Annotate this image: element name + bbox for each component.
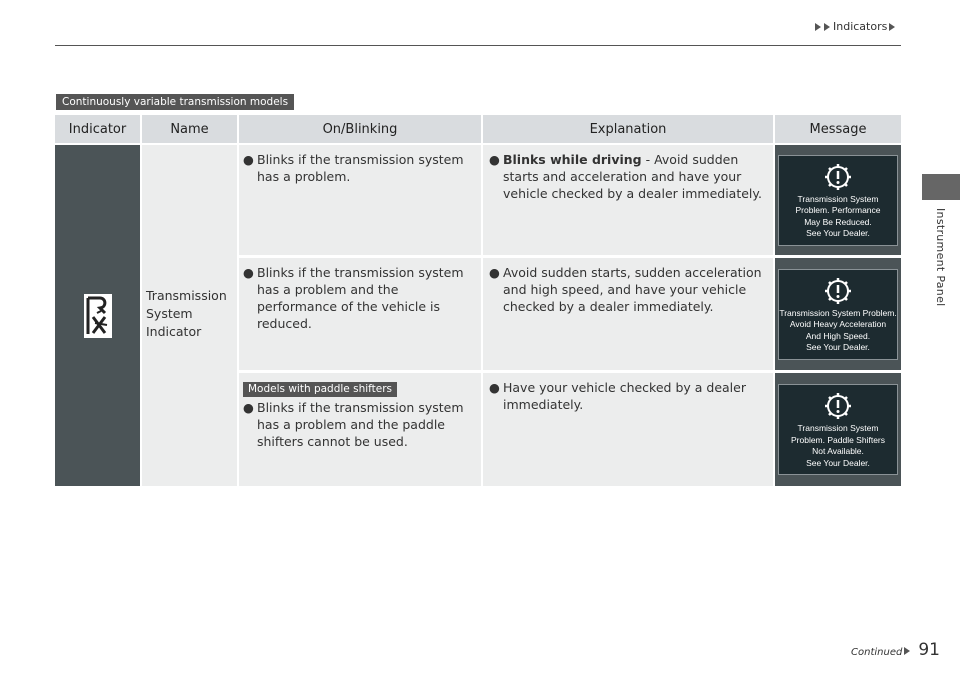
explanation-bold: Blinks while driving bbox=[503, 152, 642, 167]
table-row bbox=[239, 373, 901, 486]
message-line: Problem. Performance bbox=[795, 205, 881, 215]
on-blinking-cell bbox=[239, 145, 481, 255]
message-cell bbox=[775, 258, 901, 370]
message-line: See Your Dealer. bbox=[806, 457, 870, 468]
message-line: Transmission System Problem. bbox=[779, 307, 897, 318]
bullet: ● bbox=[489, 152, 500, 167]
name-cell bbox=[142, 145, 237, 486]
table-body bbox=[55, 145, 901, 486]
table-row bbox=[239, 145, 901, 255]
message-cell bbox=[775, 145, 901, 255]
message-line: Not Available. bbox=[812, 446, 864, 456]
bullet: ● bbox=[243, 400, 254, 415]
breadcrumb-arrow-icon bbox=[815, 23, 821, 31]
warning-gear-icon bbox=[823, 162, 853, 192]
breadcrumb-label[interactable]: Indicators bbox=[833, 20, 888, 33]
col-header-indicator: Indicator bbox=[55, 115, 142, 143]
bullet: ● bbox=[489, 265, 500, 280]
breadcrumb bbox=[815, 20, 896, 33]
explanation-text: Have your vehicle checked by a dealer immediately. bbox=[503, 380, 746, 412]
warning-gear-icon bbox=[823, 391, 853, 421]
transmission-system-warning-icon bbox=[83, 293, 113, 339]
explanation-text: Avoid sudden starts, sudden acceleration and high speed, and have your vehicle checked by a dealer immediately. bbox=[503, 265, 762, 314]
page-number: 91 bbox=[918, 640, 940, 660]
name-line: Transmission bbox=[146, 288, 227, 303]
section-label: Instrument Panel bbox=[934, 208, 947, 307]
on-blinking-text: Blinks if the transmission system has a problem and the paddle shifters cannot be used. bbox=[257, 400, 464, 449]
on-blinking-cell bbox=[239, 373, 481, 486]
continued-label: Continued bbox=[851, 647, 903, 658]
explanation-cell bbox=[483, 373, 773, 486]
message-screen bbox=[778, 384, 898, 475]
message-screen bbox=[778, 269, 898, 360]
indicator-table bbox=[55, 115, 901, 468]
col-header-on-blinking: On/Blinking bbox=[239, 115, 483, 143]
on-blinking-text: Blinks if the transmission system has a problem and the performance of the vehicle is reduced. bbox=[257, 265, 464, 331]
on-blinking-text: Blinks if the transmission system has a problem. bbox=[257, 152, 464, 184]
table-header bbox=[55, 115, 901, 143]
message-line: And High Speed. bbox=[805, 330, 871, 341]
name-line: Indicator bbox=[146, 324, 202, 339]
bullet: ● bbox=[243, 265, 254, 280]
message-line: Problem. Paddle Shifters bbox=[790, 434, 886, 445]
indicator-cell bbox=[55, 145, 140, 486]
explanation-text: - Avoid sudden starts and acceleration and have your vehicle checked by a dealer immediately. bbox=[503, 152, 762, 201]
bullet: ● bbox=[243, 152, 254, 167]
name-line: System bbox=[146, 306, 193, 321]
col-header-explanation: Explanation bbox=[483, 115, 775, 143]
message-line: Avoid Heavy Acceleration bbox=[789, 319, 887, 329]
message-line: See Your Dealer. bbox=[806, 342, 870, 352]
cvt-models-tag: Continuously variable transmission models bbox=[56, 94, 294, 110]
message-line: See Your Dealer. bbox=[806, 228, 870, 238]
message-screen bbox=[778, 155, 898, 246]
table-row bbox=[239, 258, 901, 370]
section-tab bbox=[922, 174, 960, 200]
message-line: May Be Reduced. bbox=[804, 216, 872, 227]
breadcrumb-arrow-icon bbox=[889, 23, 895, 31]
paddle-shifter-models-tag: Models with paddle shifters bbox=[243, 382, 397, 397]
continued-arrow-icon bbox=[904, 647, 910, 655]
col-header-name: Name bbox=[142, 115, 239, 143]
on-blinking-cell bbox=[239, 258, 481, 370]
message-cell bbox=[775, 373, 901, 486]
page-footer bbox=[851, 640, 940, 660]
bullet: ● bbox=[489, 380, 500, 395]
header-rule bbox=[55, 45, 901, 46]
warning-gear-icon bbox=[823, 276, 853, 306]
breadcrumb-arrow-icon bbox=[824, 23, 830, 31]
explanation-cell bbox=[483, 258, 773, 370]
col-header-message: Message bbox=[809, 121, 867, 137]
explanation-cell bbox=[483, 145, 773, 255]
message-line: Transmission System bbox=[797, 423, 879, 433]
message-line: Transmission System bbox=[797, 193, 879, 204]
